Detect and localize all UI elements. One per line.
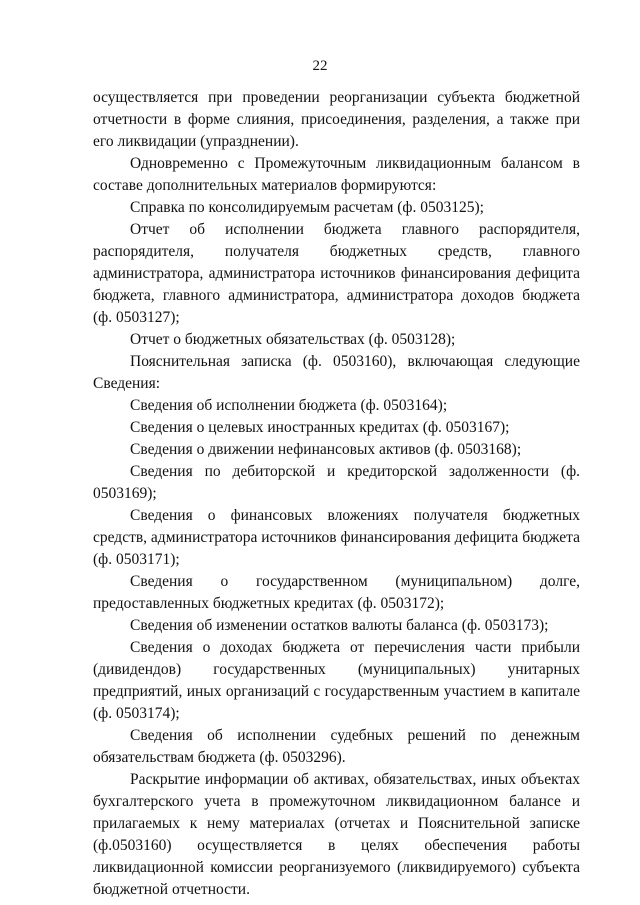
list-item-form-0503173: Сведения об изменении остатков валюты баланса (ф. 0503173); bbox=[130, 617, 549, 634]
list-item-form-0503125: Справка по консолидируемым расчетам (ф. 0503125); bbox=[130, 199, 484, 216]
list-item-form-0503128: Отчет о бюджетных обязательствах (ф. 0503128); bbox=[130, 331, 456, 348]
paragraph-intro-materials: Одновременно с Промежуточным ликвидационным балансом в составе дополнительных материалов формируются: bbox=[93, 155, 580, 194]
list-item-form-0503296: Сведения об исполнении судебных решений по денежным обязательствам бюджета (ф. 0503296). bbox=[93, 727, 580, 766]
list-item-form-0503172: Сведения о государственном (муниципальном) долге, предоставленных бюджетных кредитах (ф. 0503172); bbox=[93, 573, 580, 612]
paragraph-continuation: осуществляется при проведении реорганизации субъекта бюджетной отчетности в форме слияния, присоединения, разделения, а также при его ликвидации (упразднении). bbox=[93, 89, 580, 150]
page-number: 22 bbox=[312, 58, 328, 74]
list-item-form-0503171: Сведения о финансовых вложениях получателя бюджетных средств, администратора источников финансирования дефицита бюджета (ф. 0503171); bbox=[93, 507, 580, 568]
list-item-form-0503160: Пояснительная записка (ф. 0503160), включающая следующие Сведения: bbox=[93, 353, 580, 392]
paragraph-disclosure: Раскрытие информации об активах, обязательствах, иных объектах бухгалтерского учета в промежуточном ликвидационном балансе и прилагаемых к нему материалах (отчетах и Пояснительной записке (ф.0503160) осуществляется в целях обеспечения работы ликвидационной комиссии реорганизуемого (ликвидируемого) субъекта бюджетной отчетности. bbox=[93, 771, 580, 898]
list-item-form-0503168: Сведения о движении нефинансовых активов (ф. 0503168); bbox=[130, 441, 522, 458]
list-item-form-0503167: Сведения о целевых иностранных кредитах (ф. 0503167); bbox=[130, 419, 510, 436]
list-item-form-0503164: Сведения об исполнении бюджета (ф. 0503164); bbox=[130, 397, 448, 414]
list-item-form-0503127: Отчет об исполнении бюджета главного распорядителя, распорядителя, получателя бюджетных средств, главного администратора, администратора источников финансирования дефицита бюджета, главного администратора, администратора доходов бюджета (ф. 0503127); bbox=[93, 221, 580, 326]
list-item-form-0503169: Сведения по дебиторской и кредиторской задолженности (ф. 0503169); bbox=[93, 463, 580, 502]
list-item-form-0503174: Сведения о доходах бюджета от перечисления части прибыли (дивидендов) государственных (муниципальных) унитарных предприятий, иных организаций с государственным участием в капитале (ф. 0503174); bbox=[93, 639, 580, 722]
document-body bbox=[93, 87, 580, 901]
